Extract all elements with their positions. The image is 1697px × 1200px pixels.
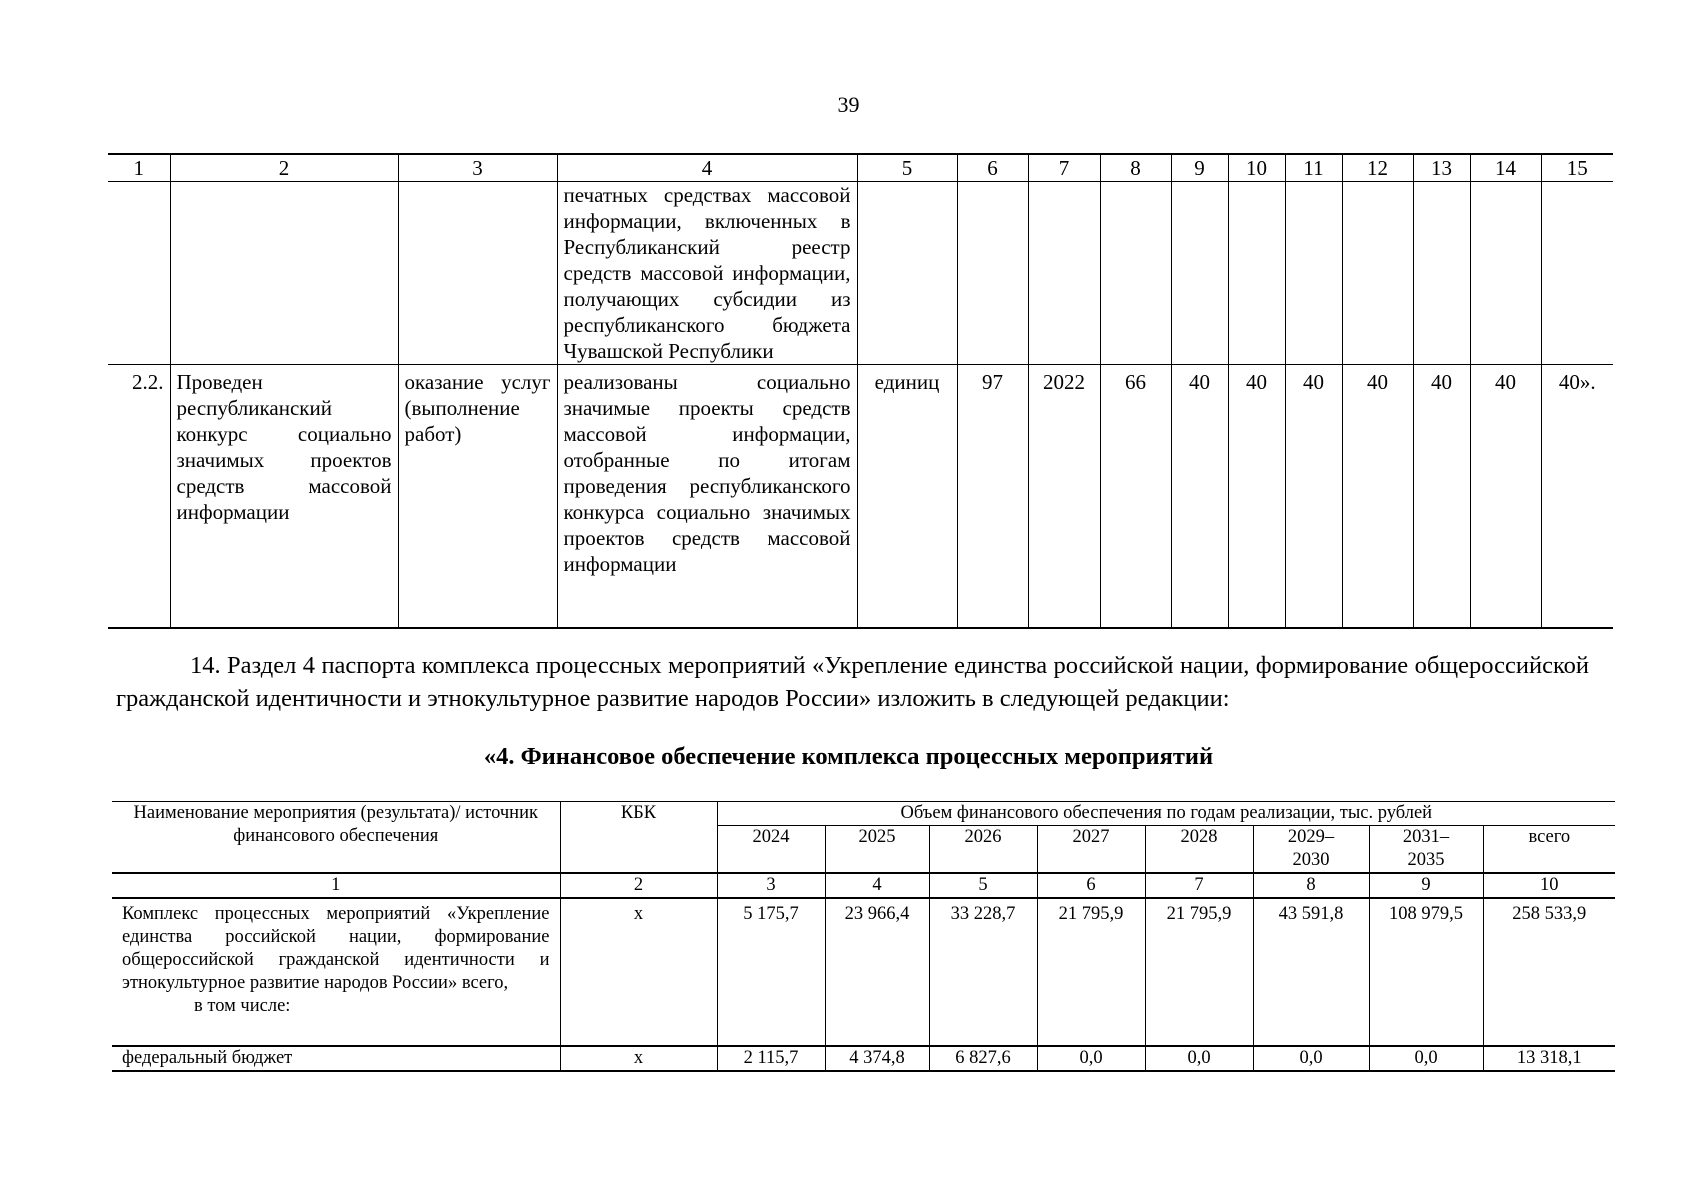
value-cell: 66 (1100, 365, 1171, 629)
year-header: 2026 (929, 826, 1037, 874)
year-header: 2027 (1037, 826, 1145, 874)
column-number: 8 (1100, 154, 1171, 182)
total-header: всего (1483, 826, 1615, 874)
value-cell: 4 374,8 (825, 1046, 929, 1071)
description-cell: реализованы социально значимые проекты средств массовой информации, отобранные по итогам проведения республиканского конкурса социально значимых проектов средств массовой информации (557, 365, 857, 629)
kbk-cell: х (560, 1046, 717, 1071)
year-header: 2031– 2035 (1369, 826, 1483, 874)
column-number: 9 (1369, 873, 1483, 898)
unit-cell: единиц (857, 365, 957, 629)
event-name-cell: Проведен республиканский конкурс социально значимых проектов средств массовой информации (170, 365, 398, 629)
column-number-row (112, 873, 1615, 898)
column-number: 5 (857, 154, 957, 182)
section-title: «4. Финансовое обеспечение комплекса процессных мероприятий (483, 743, 1214, 770)
value-cell: 40 (1342, 365, 1413, 629)
name-column-header: Наименование мероприятия (результата)/ источник финансового обеспечения (112, 802, 560, 874)
table-header-row (108, 154, 1613, 182)
table-row (112, 1046, 1615, 1071)
value-cell: 2022 (1028, 365, 1100, 629)
program-name: Комплекс процессных мероприятий «Укрепление единства российской нации, формирование общероссийской гражданской идентичности и этнокультурное развитие народов России» всего, (122, 904, 550, 993)
value-cell: 33 228,7 (929, 898, 1037, 1046)
column-number: 9 (1171, 154, 1228, 182)
value-cell: 5 175,7 (717, 898, 825, 1046)
column-number: 5 (929, 873, 1037, 898)
subnote: в том числе: (194, 996, 291, 1016)
year-header: 2025 (825, 826, 929, 874)
column-number: 6 (1037, 873, 1145, 898)
value-cell: 43 591,8 (1253, 898, 1369, 1046)
table-row (108, 182, 1613, 365)
row-number: 2.2. (108, 365, 170, 629)
column-number: 3 (717, 873, 825, 898)
financing-table (112, 801, 1615, 1072)
value-cell: 21 795,9 (1145, 898, 1253, 1046)
column-number: 7 (1028, 154, 1100, 182)
column-number: 2 (560, 873, 717, 898)
value-cell: 0,0 (1253, 1046, 1369, 1071)
value-cell: 40 (1285, 365, 1342, 629)
kbk-cell: х (560, 898, 717, 1046)
program-name-cell (112, 898, 560, 1046)
source-name-cell: федеральный бюджет (112, 1046, 560, 1071)
column-number: 11 (1285, 154, 1342, 182)
value-cell: 2 115,7 (717, 1046, 825, 1071)
kbk-column-header: КБК (560, 802, 717, 874)
value-cell: 0,0 (1037, 1046, 1145, 1071)
value-cell: 97 (957, 365, 1028, 629)
volume-header: Объем финансового обеспечения по годам реализации, тыс. рублей (717, 802, 1615, 826)
value-cell: 21 795,9 (1037, 898, 1145, 1046)
column-number: 8 (1253, 873, 1369, 898)
year-header: 2029– 2030 (1253, 826, 1369, 874)
value-cell: 40 (1228, 365, 1285, 629)
value-cell: 40 (1413, 365, 1470, 629)
column-number: 1 (108, 154, 170, 182)
column-number: 3 (398, 154, 557, 182)
total-cell: 258 533,9 (1483, 898, 1615, 1046)
table-header-row (112, 802, 1615, 826)
total-cell: 13 318,1 (1483, 1046, 1615, 1071)
column-number: 2 (170, 154, 398, 182)
column-number: 12 (1342, 154, 1413, 182)
value-cell: 40 (1470, 365, 1541, 629)
event-type-cell: оказание услуг (выполнение работ) (398, 365, 557, 629)
column-number: 14 (1470, 154, 1541, 182)
value-cell: 6 827,6 (929, 1046, 1037, 1071)
description-cell: печатных средствах массовой информации, включенных в Республиканский реестр средств массовой информации, получающих субсидии из республиканского бюджета Чувашской Республики (557, 182, 857, 365)
year-header: 2028 (1145, 826, 1253, 874)
value-cell: 23 966,4 (825, 898, 929, 1046)
column-number: 10 (1483, 873, 1615, 898)
page-number: 39 (837, 92, 860, 117)
column-number: 1 (112, 873, 560, 898)
table-row (112, 898, 1615, 1046)
column-number: 10 (1228, 154, 1285, 182)
indicators-table (108, 153, 1613, 629)
column-number: 4 (557, 154, 857, 182)
table-row (108, 365, 1613, 629)
column-number: 15 (1541, 154, 1613, 182)
year-header: 2024 (717, 826, 825, 874)
column-number: 7 (1145, 873, 1253, 898)
body-paragraph: 14. Раздел 4 паспорта комплекса процессных мероприятий «Укрепление единства российской нации, формирование общероссийской гражданской идентичности и этнокультурное развитие народов России» изложить в следующей редакции: (116, 652, 1589, 712)
value-cell: 40». (1541, 365, 1613, 629)
value-cell: 0,0 (1369, 1046, 1483, 1071)
column-number: 13 (1413, 154, 1470, 182)
column-number: 6 (957, 154, 1028, 182)
value-cell: 40 (1171, 365, 1228, 629)
value-cell: 0,0 (1145, 1046, 1253, 1071)
column-number: 4 (825, 873, 929, 898)
value-cell: 108 979,5 (1369, 898, 1483, 1046)
